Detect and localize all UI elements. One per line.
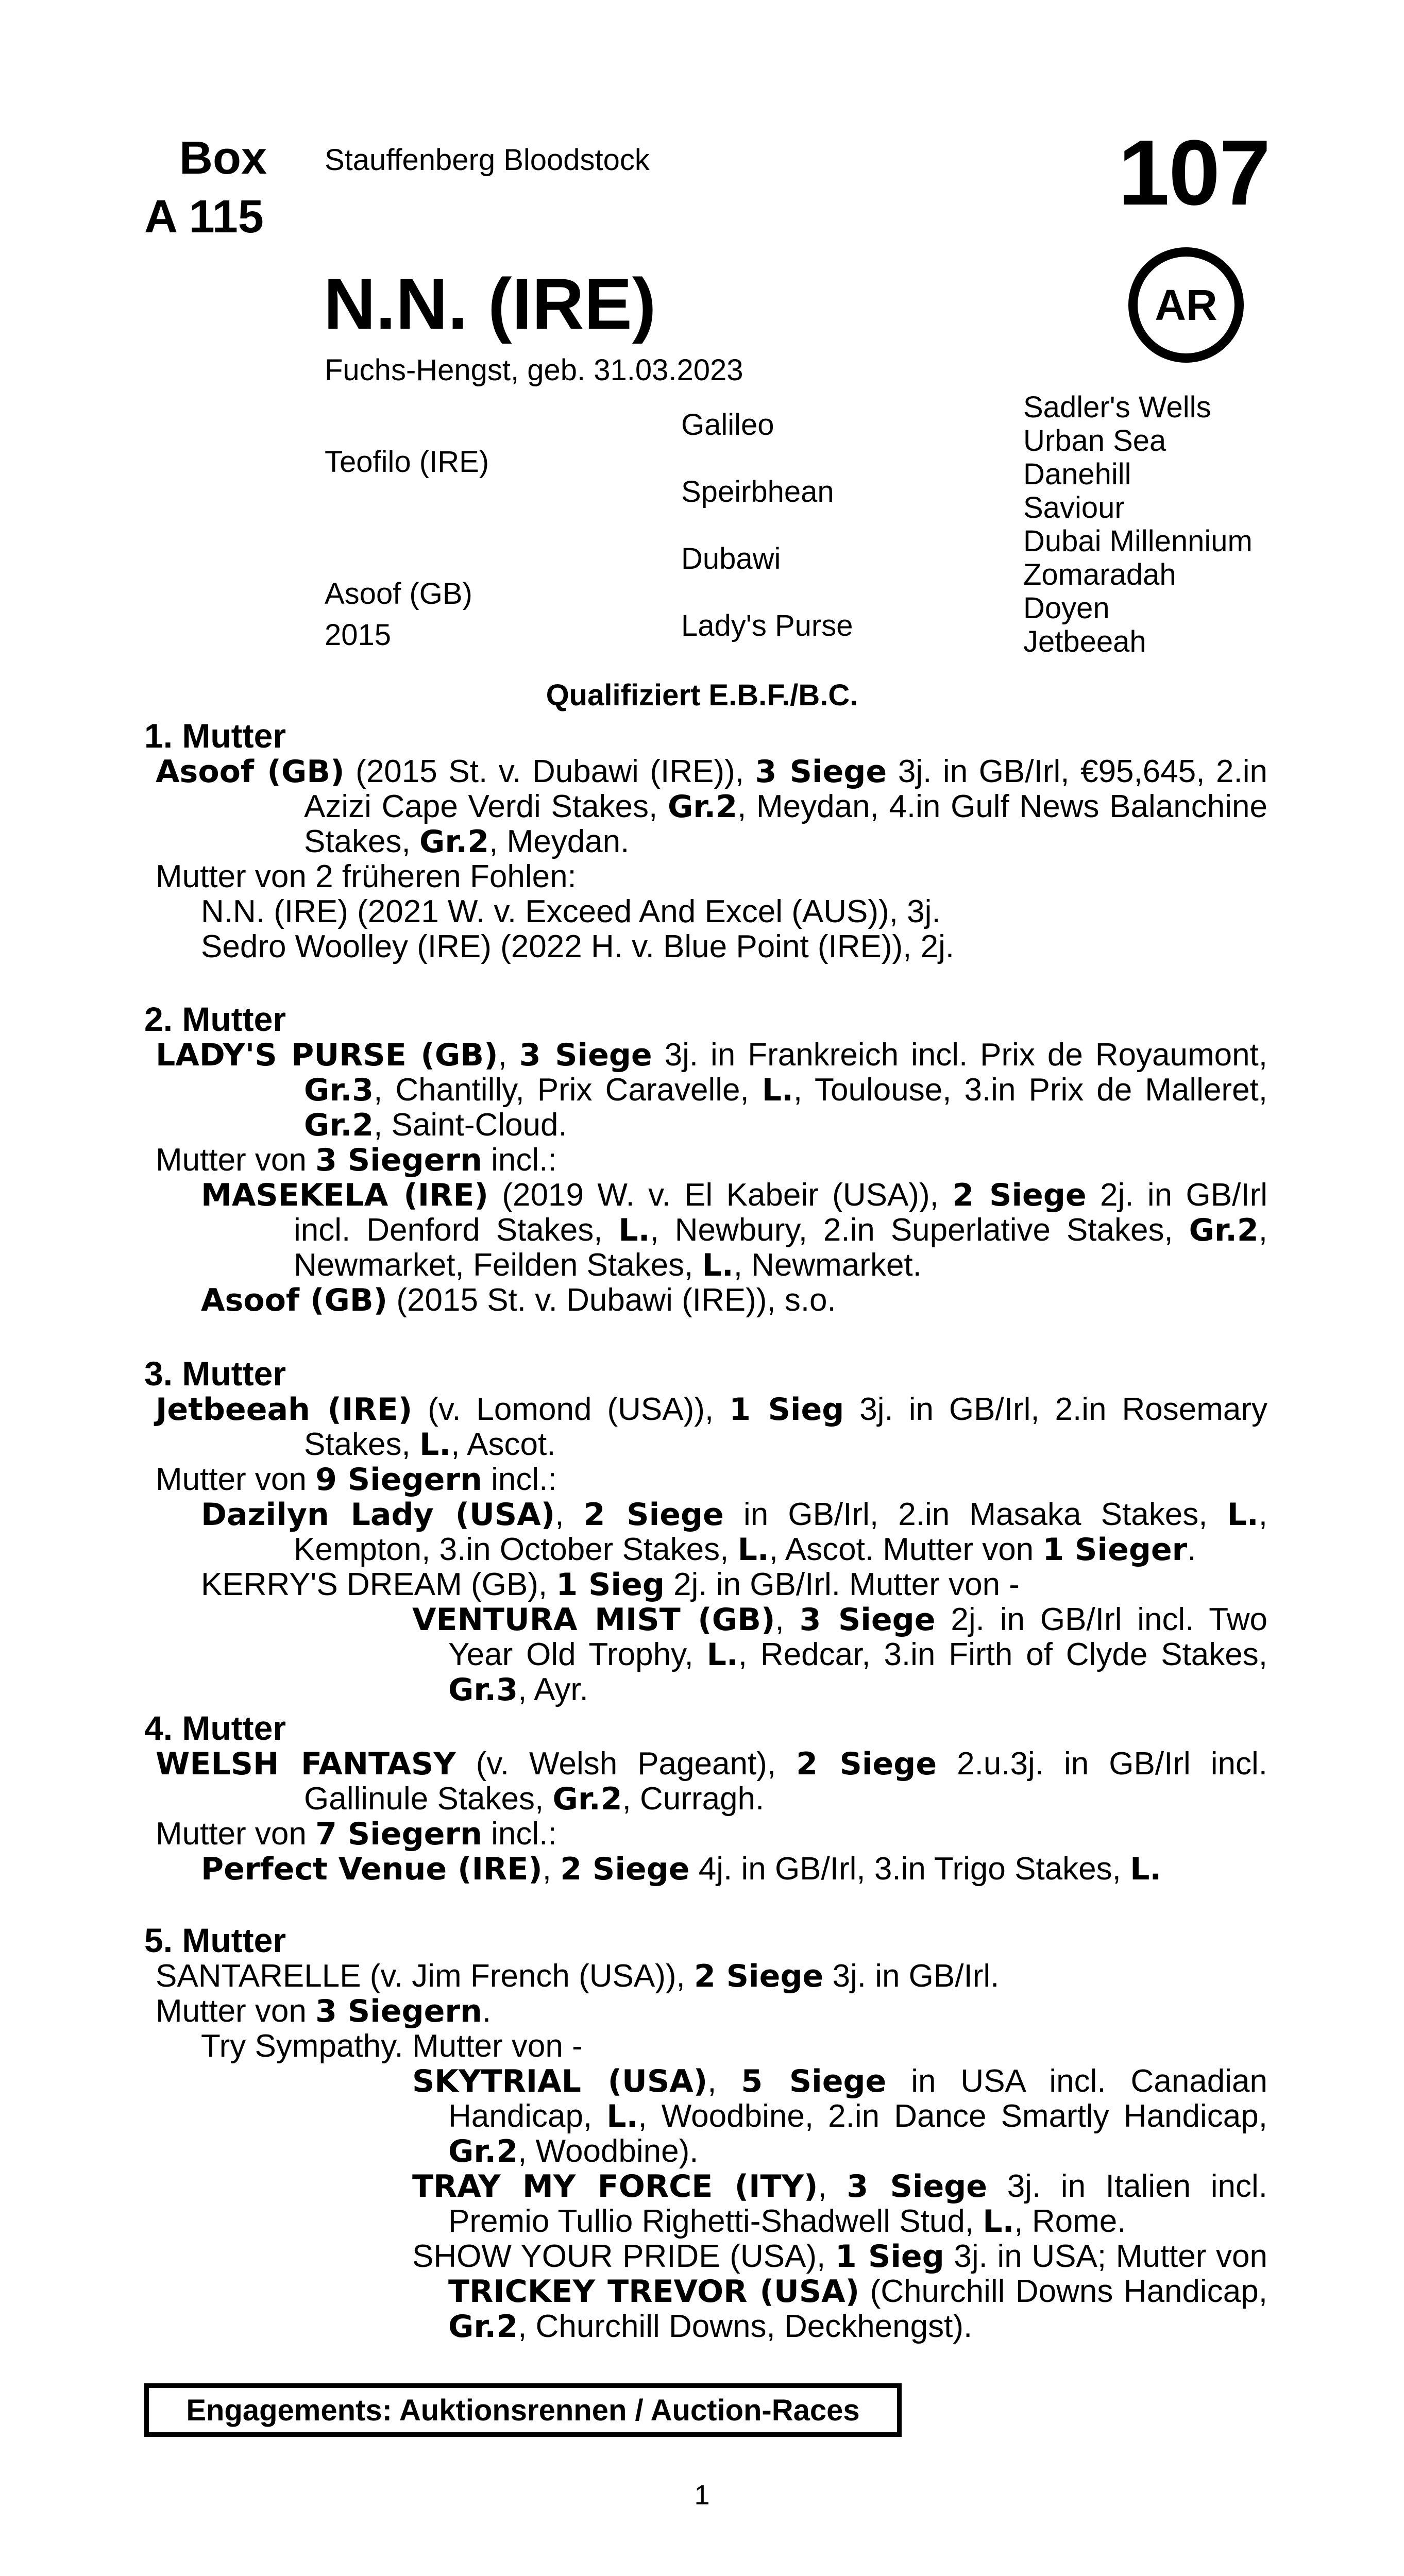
race-text: , Woodbine).: [518, 2133, 699, 2169]
separator: ,: [498, 1037, 519, 1073]
pedigree-dam: Asoof (GB): [325, 577, 472, 611]
section-title: 5. Mutter: [144, 1921, 286, 1959]
horse-info: (v. Lomond (USA)),: [412, 1392, 730, 1427]
race-text: , Redcar, 3.in Firth of Clyde Stakes,: [738, 1637, 1267, 1672]
race-text: , Newmarket.: [733, 1247, 922, 1283]
winners-count: 3 Siegern: [315, 1993, 482, 2029]
wins: 1 Sieg: [729, 1392, 844, 1428]
horse-info: SHOW YOUR PRIDE (USA),: [412, 2239, 835, 2274]
race-text: 2j. in GB/Irl. Mutter von -: [664, 1567, 1020, 1602]
race-text: , Newmarket, Feilden Stakes,: [294, 1212, 1267, 1283]
grade: Gr.2: [304, 1107, 374, 1143]
separator: ,: [775, 1602, 800, 1637]
grade: Gr.2: [552, 1781, 622, 1817]
progeny-entry: [144, 2064, 1267, 2169]
horse-info: SANTARELLE (v. Jim French (USA)),: [156, 1958, 694, 1994]
lot-number: 107: [1118, 121, 1270, 225]
grade: Gr.2: [667, 789, 738, 825]
horse-name: SKYTRIAL (USA): [412, 2063, 708, 2099]
page-number: 1: [694, 2480, 710, 2511]
dam-of-text: incl.:: [482, 1816, 557, 1852]
race-text: (Churchill Downs Handicap,: [859, 2274, 1267, 2309]
grade: Gr.2: [448, 2133, 518, 2170]
grade: L.: [606, 2098, 638, 2134]
race-text: .: [1187, 1532, 1196, 1567]
dam-of-text: Mutter von: [156, 1816, 316, 1852]
section-3rd-dam: [144, 1355, 1267, 1707]
foal-entry: Sedro Woolley (IRE) (2022 H. v. Blue Point (IRE)), 2j.: [201, 929, 955, 964]
dam-entry: [144, 1038, 1267, 1143]
qualification: Qualifiziert E.B.F./B.C.: [546, 679, 858, 712]
wins: 3 Siege: [519, 1037, 652, 1073]
race-text: , Saint-Cloud.: [374, 1107, 567, 1143]
race-text: in USA incl. Canadian Handicap,: [448, 2063, 1267, 2134]
pedigree-great-grandparent: Urban Sea: [1023, 424, 1166, 457]
dam-of-text: Mutter von: [156, 1142, 316, 1178]
winners-count: 1 Sieger: [1042, 1532, 1188, 1568]
dam-of-text: Mutter von: [156, 1993, 316, 2029]
race-text: , Rome.: [1014, 2204, 1126, 2239]
horse-name: MASEKELA (IRE): [201, 1177, 489, 1213]
dam-of: [144, 1462, 1267, 1497]
horse-name: Perfect Venue (IRE): [201, 1851, 543, 1887]
horse-name: Jetbeeah (IRE): [156, 1392, 413, 1428]
race-text: 3j. in GB/Irl, 2.in Rosemary Stakes,: [304, 1392, 1267, 1462]
progeny-entry: [144, 2169, 1267, 2239]
race-text: 3j. in Frankreich incl. Prix de Royaumont,: [652, 1037, 1267, 1073]
race-text: 2j. in GB/Irl incl. Denford Stakes,: [294, 1177, 1267, 1248]
grade: L.: [983, 2204, 1014, 2240]
horse-info: KERRY'S DREAM (GB),: [201, 1567, 556, 1602]
dam-of: [144, 1994, 1267, 2029]
race-text: 4j. in GB/Irl, 3.in Trigo Stakes,: [689, 1851, 1130, 1887]
section-4th-dam: [144, 1709, 1267, 1887]
grade: Gr.3: [448, 1672, 518, 1708]
horse-name: Asoof (GB): [156, 754, 345, 790]
horse-description: Fuchs-Hengst, geb. 31.03.2023: [325, 353, 743, 387]
race-text: , Meydan, 4.in Gulf News Balanchine Stakes,: [304, 789, 1267, 859]
horse-name: WELSH FANTASY: [156, 1746, 456, 1782]
dam-of-text: incl.:: [482, 1142, 557, 1178]
wins: 1 Sieg: [835, 2239, 944, 2275]
grade: L.: [618, 1212, 650, 1248]
wins: 5 Siege: [741, 2063, 887, 2099]
progeny-entry: [144, 1602, 1267, 1707]
badge-text: AR: [1155, 280, 1217, 329]
pedigree-grandparent: Speirbhean: [681, 475, 834, 509]
section-1st-dam: [144, 717, 1267, 964]
dam-entry: [144, 754, 1267, 859]
section-title: 1. Mutter: [144, 717, 286, 755]
race-text: , Kempton, 3.in October Stakes,: [294, 1497, 1268, 1567]
race-text: 3j. in GB/Irl, €95,645, 2.in Azizi Cape Verdi Stakes,: [304, 754, 1268, 824]
pedigree-great-grandparent: Sadler's Wells: [1023, 391, 1211, 424]
horse-info: (2015 St. v. Dubawi (IRE)),: [344, 754, 755, 789]
progeny-entry: [144, 1178, 1267, 1283]
pedigree-grandparent: Galileo: [681, 408, 774, 442]
dam-entry: [144, 1959, 1267, 1994]
dam-of-text: .: [482, 1993, 492, 2029]
horse-name: VENTURA MIST (GB): [412, 1602, 775, 1638]
pedigree-great-grandparent: Saviour: [1023, 491, 1125, 524]
engagements-text: Engagements: Auktionsrennen / Auction-Races: [186, 2393, 860, 2427]
foals-intro: Mutter von 2 früheren Fohlen:: [156, 859, 577, 894]
pedigree-grandparent: Dubawi: [681, 542, 781, 575]
separator: ,: [818, 2168, 847, 2204]
dam-entry: [144, 1747, 1267, 1817]
progeny-entry: [144, 1283, 1267, 1318]
pedigree-grandparent: Lady's Purse: [681, 609, 853, 642]
race-text: , Woodbine, 2.in Dance Smartly Handicap,: [638, 2098, 1267, 2134]
wins: 2 Siege: [583, 1497, 724, 1533]
grade: L.: [762, 1072, 793, 1108]
dam-of: [144, 1817, 1267, 1852]
pedigree-dam-year: 2015: [325, 618, 392, 652]
grade: Gr.2: [419, 824, 489, 860]
race-text: , Meydan.: [489, 824, 630, 859]
progeny-entry: [144, 1497, 1267, 1567]
race-text: 3j. in GB/Irl.: [823, 1958, 1000, 1994]
section-5th-dam: [144, 1922, 1267, 2344]
engagements-box: [144, 2383, 902, 2437]
grade: L.: [702, 1247, 734, 1283]
horse-name: LADY'S PURSE (GB): [156, 1037, 498, 1073]
section-title: 4. Mutter: [144, 1709, 286, 1747]
race-text: , Toulouse, 3.in Prix de Malleret,: [793, 1072, 1268, 1108]
race-text: , Newbury, 2.in Superlative Stakes,: [650, 1212, 1189, 1248]
horse-name: TRAY MY FORCE (ITY): [412, 2168, 818, 2205]
grade: Gr.3: [304, 1072, 374, 1108]
pedigree-great-grandparent: Zomaradah: [1023, 558, 1176, 591]
wins: 2 Siege: [796, 1746, 937, 1782]
wins: 1 Sieg: [556, 1567, 665, 1603]
pedigree-great-grandparent: Doyen: [1023, 591, 1110, 625]
wins: 3 Siege: [755, 754, 887, 790]
race-text: , Curragh.: [622, 1781, 765, 1817]
consignor: Stauffenberg Bloodstock: [325, 143, 650, 177]
section-title: 2. Mutter: [144, 1000, 286, 1038]
race-text: 3j. in USA; Mutter von: [944, 2239, 1267, 2274]
winners-count: 9 Siegern: [315, 1462, 482, 1498]
box-label: Box: [179, 132, 267, 184]
race-text: , Ascot.: [451, 1427, 556, 1462]
race-text: , Ayr.: [518, 1672, 588, 1707]
pedigree-great-grandparent: Danehill: [1023, 457, 1131, 491]
horse-info: (v. Welsh Pageant),: [455, 1746, 797, 1782]
horse-info: (2015 St. v. Dubawi (IRE)), s.o.: [387, 1282, 836, 1318]
grade: L.: [1227, 1497, 1259, 1533]
wins: 2 Siege: [952, 1177, 1087, 1213]
dam-entry: [144, 1392, 1267, 1462]
wins: 2 Siege: [560, 1851, 690, 1887]
section-2nd-dam: [144, 1001, 1267, 1318]
wins: 3 Siege: [847, 2168, 988, 2205]
section-title: 3. Mutter: [144, 1354, 286, 1393]
race-text: in GB/Irl, 2.in Masaka Stakes,: [723, 1497, 1227, 1532]
horse-name: Dazilyn Lady (USA): [201, 1497, 555, 1533]
pedigree-great-grandparent: Jetbeeah: [1023, 625, 1146, 658]
wins: 2 Siege: [693, 1958, 824, 1994]
race-text: , Ascot. Mutter von: [769, 1532, 1043, 1567]
winners-count: 3 Siegern: [315, 1142, 482, 1178]
ar-badge: [1128, 247, 1244, 363]
separator: ,: [707, 2063, 741, 2099]
separator: ,: [542, 1851, 561, 1887]
dam-of-text: incl.:: [482, 1462, 557, 1497]
foal-entry: N.N. (IRE) (2021 W. v. Exceed And Excel (AUS)), 3j.: [201, 894, 941, 929]
horse-name: Asoof (GB): [201, 1282, 388, 1318]
box-number: A 115: [144, 191, 264, 243]
grade: Gr.2: [448, 2309, 518, 2345]
progeny-entry: Try Sympathy. Mutter von -: [201, 2028, 583, 2064]
horse-name: TRICKEY TREVOR (USA): [448, 2274, 860, 2310]
pedigree-sire: Teofilo (IRE): [325, 445, 489, 479]
grade: Gr.2: [1189, 1212, 1259, 1248]
race-text: 3j. in Italien incl. Premio Tullio Righetti-Shadwell Stud,: [448, 2168, 1268, 2239]
separator: ,: [555, 1497, 584, 1532]
grade: L.: [419, 1427, 451, 1463]
grade: L.: [1130, 1851, 1162, 1887]
pedigree-great-grandparent: Dubai Millennium: [1023, 524, 1253, 558]
progeny-entry: [144, 1567, 1267, 1602]
dam-of-text: Mutter von: [156, 1462, 316, 1497]
progeny-entry: [144, 2239, 1267, 2344]
progeny-entry: [144, 1852, 1267, 1887]
grade: L.: [737, 1532, 769, 1568]
race-text: , Churchill Downs, Deckhengst).: [518, 2309, 973, 2344]
wins: 3 Siege: [799, 1602, 936, 1638]
horse-name: N.N. (IRE): [324, 263, 656, 344]
winners-count: 7 Siegern: [315, 1816, 482, 1852]
race-text: 2j. in GB/Irl incl. Two Year Old Trophy,: [448, 1602, 1267, 1672]
race-text: , Chantilly, Prix Caravelle,: [374, 1072, 762, 1108]
grade: L.: [706, 1637, 738, 1673]
race-text: 2.u.3j. in GB/Irl incl. Gallinule Stakes,: [304, 1746, 1267, 1817]
horse-info: (2019 W. v. El Kabeir (USA)),: [488, 1177, 953, 1213]
dam-of: [144, 1143, 1267, 1178]
